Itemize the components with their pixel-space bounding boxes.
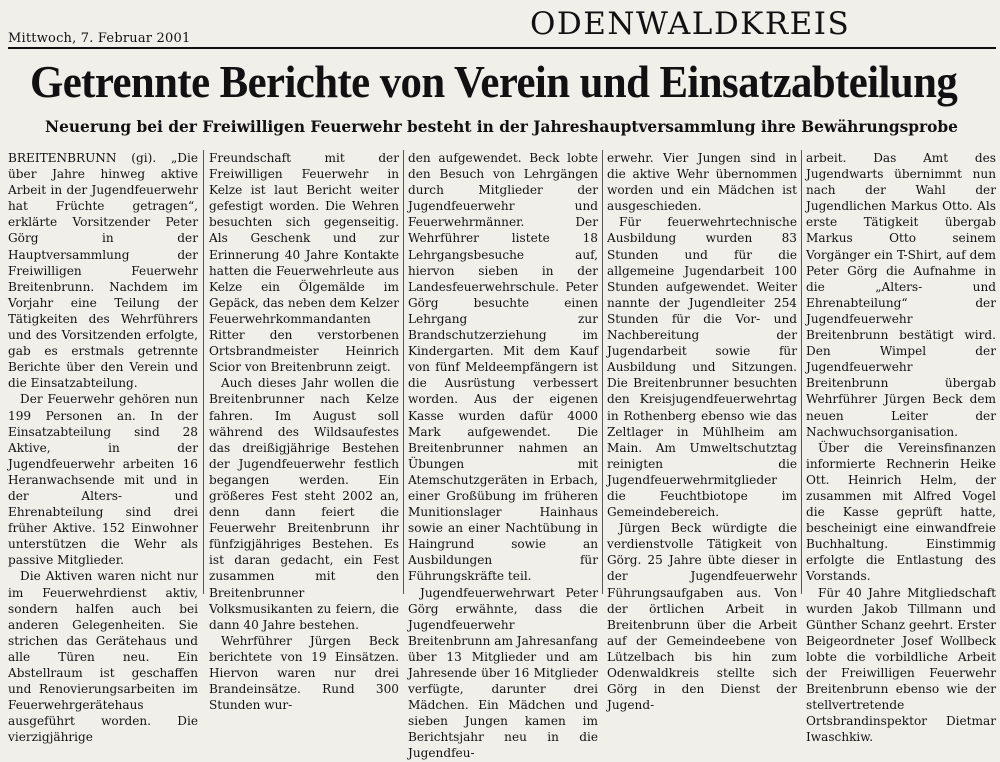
article-column-2: [209, 150, 399, 713]
issue-date: Mittwoch, 7. Februar 2001: [8, 31, 191, 46]
article-column-1: [8, 150, 198, 745]
column-divider: [602, 150, 603, 594]
paragraph: Auch dieses Jahr wollen die Breitenbrunner nach Kelze fahren. Im August soll während des Wildsaufestes das dreißigjährige Bestehen der Jugendfeuerwehr festlich begangen werden. Ein größeres Fest steht 2002 an, denn dann feiert die Feuerwehr Breitenbrunn ihr fünfzigjähriges Bestehen. Es ist daran gedacht, ein Fest zusammen mit den Breitenbrunner Volksmusikanten zu feiern, die dann 40 Jahre bestehen.: [209, 376, 399, 632]
article-headline: Getrennte Berichte von Verein und Einsatzabteilung: [30, 56, 958, 107]
article-body: [8, 150, 996, 761]
paragraph: Wehrführer Jürgen Beck berichtete von 19 Einsätzen. Hiervon waren nur drei Brandeinsätze. Rund 300 Stunden wur-: [209, 633, 399, 713]
column-divider: [203, 150, 204, 594]
article-column-3: [408, 150, 598, 761]
page-header: [0, 0, 1000, 50]
paragraph: Freundschaft mit der Freiwilligen Feuerwehr in Kelze ist laut Bericht weiter gefestigt worden. Die Wehren besuchten sich gegenseitig. Als Geschenk und zur Erinnerung 40 Jahre Kontakte hatten die Feuerwehrleute aus Kelze ein Ölgemälde im Gepäck, das neben dem Kelzer Feuerwehrkommandanten Ritter den verstorbenen Ortsbrandmeister Heinrich Scior von Breitenbrunn zeigt.: [209, 151, 399, 375]
paragraph: Die Aktiven waren nicht nur im Feuerwehrdienst aktiv, sondern halfen auch bei anderen Gelegenheiten. Sie strichen das Gerätehaus und alle Türen neu. Ein Abstellraum ist geschaffen und Renovierungsarbeiten im Feuerwehrgerätehaus ausgeführt worden. Die vierzigjährige: [8, 569, 198, 745]
paragraph: Für feuerwehrtechnische Ausbildung wurden 83 Stunden und für die allgemeine Jugendarbeit 100 Stunden aufgewendet. Weiter nannte der Jugendleiter 254 Stunden für die Vor- und Nachbereitung der Jugendarbeit sowie für Ausbildung und Sitzungen. Die Breitenbrunner besuchten den Kreisjugendfeuerwehrtag in Rothenberg ebenso wie das Zeltlager in Mühlheim am Main. Am Umweltschutztag reinigten die Jugendfeuerwehrmitglieder die Feuchtbiotope im Gemeindebereich.: [607, 215, 797, 520]
article-column-4: [607, 150, 797, 713]
paragraph: Jugendfeuerwehrwart Peter Görg erwähnte, dass die Jugendfeuerwehr Breitenbrunn am Jahresanfang über 13 Mitglieder und am Jahresende über 16 Mitglieder verfügte, darunter drei Mädchen. Ein Mädchen und sieben Jungen kamen im Berichtsjahr neu in die Jugendfeu-: [408, 585, 598, 761]
paragraph: arbeit. Das Amt des Jugendwarts übernimmt nun nach der Wahl der Jugendlichen Markus Otto. Als erste Tätigkeit übergab Markus Otto seinem Vorgänger ein T-Shirt, auf dem Peter Görg die Aufnahme in die „Alters- und Ehrenabteilung“ der Jugendfeuerwehr Breitenbrunn bestätigt wird. Den Wimpel der Jugendfeuerwehr Breitenbrunn übergab Wehrführer Jürgen Beck dem neuen Leiter der Nachwuchsorganisation.: [806, 151, 996, 439]
paragraph: BREITENBRUNN (gi). „Die über Jahre hinweg aktive Arbeit in der Jugendfeuerwehr hat Früchte getragen“, erklärte Vorsitzender Peter Görg in der Hauptversammlung der Freiwilligen Feuerwehr Breitenbrunn. Nachdem im Vorjahr eine Teilung der Tätigkeiten des Wehrführers und des Vorsitzenden erfolgte, gab es erstmals getrennte Berichte über den Verein und die Einsatzabteilung.: [8, 151, 198, 391]
paragraph: Der Feuerwehr gehören nun 199 Personen an. In der Einsatzabteilung sind 28 Aktive, in der Jugendfeuerwehr arbeiten 16 Heranwachsende mit und in der Alters- und Ehrenabteilung sind drei früher Aktive. 152 Einwohner unterstützen die Wehr als passive Mitglieder.: [8, 392, 198, 568]
paragraph: Über die Vereinsfinanzen informierte Rechnerin Heike Ott. Heinrich Helm, der zusammen mit Alfred Vogel die Kasse geprüft hatte, bescheinigt eine einwandfreie Buchhaltung. Einstimmig erfolgte die Entlastung des Vorstands.: [806, 440, 996, 584]
section-title: ODENWALDKREIS: [530, 6, 851, 42]
paragraph: den aufgewendet. Beck lobte den Besuch von Lehrgängen durch Mitglieder der Jugendfeuerwehr und Feuerwehrmänner. Der Wehrführer listete 18 Lehrgangsbesuche auf, hiervon sieben in der Landesfeuerwehrschule. Peter Görg besuchte einen Lehrgang zur Brandschutzerziehung im Kindergarten. Mit dem Kauf von fünf Meldeempfängern ist die Ausrüstung verbessert worden. Aus der eigenen Kasse wurden dafür 4000 Mark aufgewendet. Die Breitenbrunner nahmen an Übungen mit Atemschutzgeräten in Erbach, einer Großübung im früheren Munitionslager Hainhaus sowie an einer Nachtübung in Haingrund sowie an Ausbildungen für Führungskräfte teil.: [408, 151, 598, 584]
paragraph: erwehr. Vier Jungen sind in die aktive Wehr übernommen worden und ein Mädchen ist ausgeschieden.: [607, 151, 797, 214]
article-column-5: [806, 150, 996, 745]
paragraph: Für 40 Jahre Mitgliedschaft wurden Jakob Tillmann und Günther Schanz geehrt. Erster Beigeordneter Josef Wollbeck lobte die vorbildliche Arbeit der Freiwilligen Feuerwehr Breitenbrunn ebenso wie der stellvertretende Ortsbrandinspektor Dietmar Iwaschkiw.: [806, 585, 996, 745]
column-divider: [403, 150, 404, 594]
header-rule: [8, 47, 996, 49]
column-divider: [801, 150, 802, 594]
article-subheadline: Neuerung bei der Freiwilligen Feuerwehr besteht in der Jahreshauptversammlung ihre Bewährungsprobe: [45, 118, 958, 136]
paragraph: Jürgen Beck würdigte die verdienstvolle Tätigkeit von Görg. 25 Jahre übte dieser in der Jugendfeuerwehr Führungsaufgaben aus. Von der örtlichen Arbeit in Breitenbrunn über die Arbeit auf der Gemeindeebene von Lützelbach bis hin zum Odenwaldkreis stellte sich Görg in den Dienst der Jugend-: [607, 521, 797, 713]
